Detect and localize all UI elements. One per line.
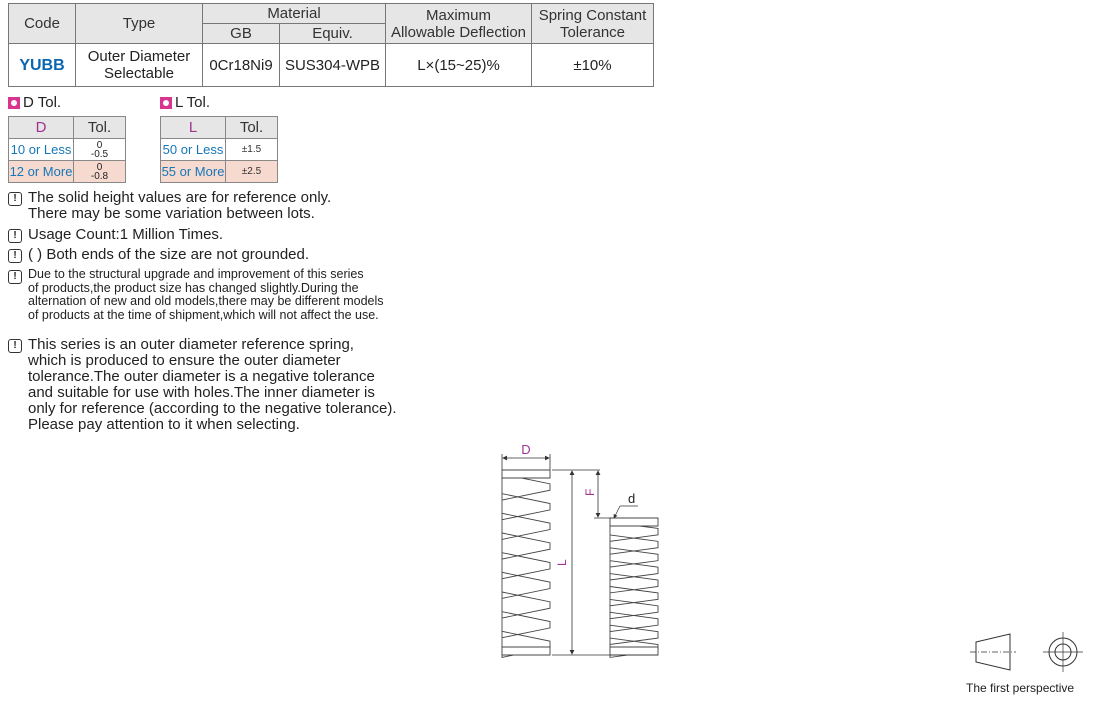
l-tol-row2-label: 55 or More bbox=[161, 161, 226, 183]
note-line: Please pay attention to it when selecting. bbox=[28, 416, 300, 433]
d-tol-label-text: D Tol. bbox=[23, 94, 62, 111]
spring-diagram bbox=[490, 436, 670, 666]
warning-icon: ! bbox=[8, 192, 22, 206]
first-angle-projection-icon bbox=[970, 630, 1090, 675]
d-tol-label bbox=[8, 94, 61, 111]
spec-table bbox=[8, 3, 654, 87]
row-max-deflection: L×(15~25)% bbox=[386, 44, 532, 87]
d-tol-row2-label: 12 or More bbox=[9, 161, 74, 183]
d-tol-col-d: D bbox=[9, 117, 74, 139]
table-row bbox=[9, 161, 126, 183]
perspective-label: The first perspective bbox=[966, 681, 1075, 695]
d-tol-row1-upper: 0 bbox=[96, 139, 103, 151]
d-tol-col-tol: Tol. bbox=[74, 117, 126, 139]
d-tol-table bbox=[8, 116, 126, 183]
table-row bbox=[9, 44, 654, 87]
warning-icon: ! bbox=[8, 270, 22, 284]
d-tol-row2-value bbox=[74, 161, 126, 183]
bullet-square-icon bbox=[160, 97, 172, 109]
note-line: ( ) Both ends of the size are not grounded. bbox=[28, 246, 310, 263]
note-line: and suitable for use with holes.The inner diameter is bbox=[28, 384, 375, 401]
note-outer-diameter-reference bbox=[8, 337, 397, 433]
note-structural-upgrade bbox=[8, 268, 384, 322]
l-tol-row1-label: 50 or Less bbox=[161, 139, 226, 161]
note-solid-height bbox=[8, 190, 331, 222]
row-type-line1: Outer Diameter bbox=[87, 48, 191, 65]
l-tol-label bbox=[160, 94, 210, 111]
dim-label-D: D bbox=[521, 442, 531, 457]
max-deflection-header-line2: Allowable Deflection bbox=[390, 23, 527, 41]
note-line: The solid height values are for reference only. bbox=[28, 189, 332, 206]
row-spring-tolerance: ±10% bbox=[532, 44, 654, 87]
table-row bbox=[161, 139, 278, 161]
table-row bbox=[9, 139, 126, 161]
note-line: which is produced to ensure the outer diameter bbox=[28, 352, 341, 369]
row-equiv: SUS304-WPB bbox=[280, 44, 386, 87]
col-max-deflection-header bbox=[386, 4, 532, 44]
note-line: of products,the product size has changed slightly.During the bbox=[28, 280, 359, 295]
note-usage-count bbox=[8, 227, 223, 243]
col-gb-header: GB bbox=[203, 24, 280, 44]
spring-header-line2: Tolerance bbox=[559, 23, 626, 41]
row-type bbox=[76, 44, 203, 87]
l-tol-row2-value: ±2.5 bbox=[226, 161, 278, 183]
col-code-header: Code bbox=[9, 4, 76, 44]
bullet-square-icon bbox=[8, 97, 20, 109]
l-tol-table bbox=[160, 116, 278, 183]
l-tol-label-text: L Tol. bbox=[175, 94, 211, 111]
d-tol-row1-value bbox=[74, 139, 126, 161]
d-tol-row2-upper: 0 bbox=[96, 161, 103, 173]
l-tol-col-tol: Tol. bbox=[226, 117, 278, 139]
note-line: Due to the structural upgrade and improvement of this series bbox=[28, 267, 364, 281]
dim-label-L: L bbox=[555, 559, 569, 566]
dim-label-F: F bbox=[583, 488, 597, 496]
d-tol-row1-label: 10 or Less bbox=[9, 139, 74, 161]
d-tol-row1-lower: -0.5 bbox=[90, 148, 109, 160]
note-line: only for reference (according to the negative tolerance). bbox=[28, 400, 397, 417]
row-gb: 0Cr18Ni9 bbox=[203, 44, 280, 87]
compressed-spring bbox=[610, 518, 658, 657]
l-tol-col-l: L bbox=[161, 117, 226, 139]
warning-icon: ! bbox=[8, 229, 22, 243]
d-tol-row2-lower: -0.8 bbox=[90, 170, 109, 182]
col-material-header: Material bbox=[203, 4, 386, 24]
note-line: alternation of new and old models,there may be different models bbox=[28, 294, 384, 308]
note-line: Usage Count:1 Million Times. bbox=[28, 226, 224, 243]
max-deflection-header-line1: Maximum bbox=[425, 6, 491, 24]
note-line: This series is an outer diameter reference spring, bbox=[28, 336, 354, 353]
col-spring-constant-header bbox=[532, 4, 654, 44]
note-not-grounded bbox=[8, 247, 309, 263]
note-line: tolerance.The outer diameter is a negative tolerance bbox=[28, 368, 375, 385]
note-line: of products at the time of shipment,which will not affect the use. bbox=[28, 307, 379, 322]
warning-icon: ! bbox=[8, 249, 22, 263]
l-tol-row1-value: ±1.5 bbox=[226, 139, 278, 161]
dim-label-d: d bbox=[628, 491, 636, 506]
row-code: YUBB bbox=[9, 44, 76, 87]
table-row bbox=[161, 161, 278, 183]
spring-header-line1: Spring Constant bbox=[538, 6, 647, 24]
warning-icon: ! bbox=[8, 339, 22, 353]
note-line: There may be some variation between lots. bbox=[28, 205, 315, 222]
row-type-line2: Selectable bbox=[103, 65, 175, 82]
free-spring bbox=[502, 470, 550, 657]
col-type-header: Type bbox=[76, 4, 203, 44]
col-equiv-header: Equiv. bbox=[280, 24, 386, 44]
